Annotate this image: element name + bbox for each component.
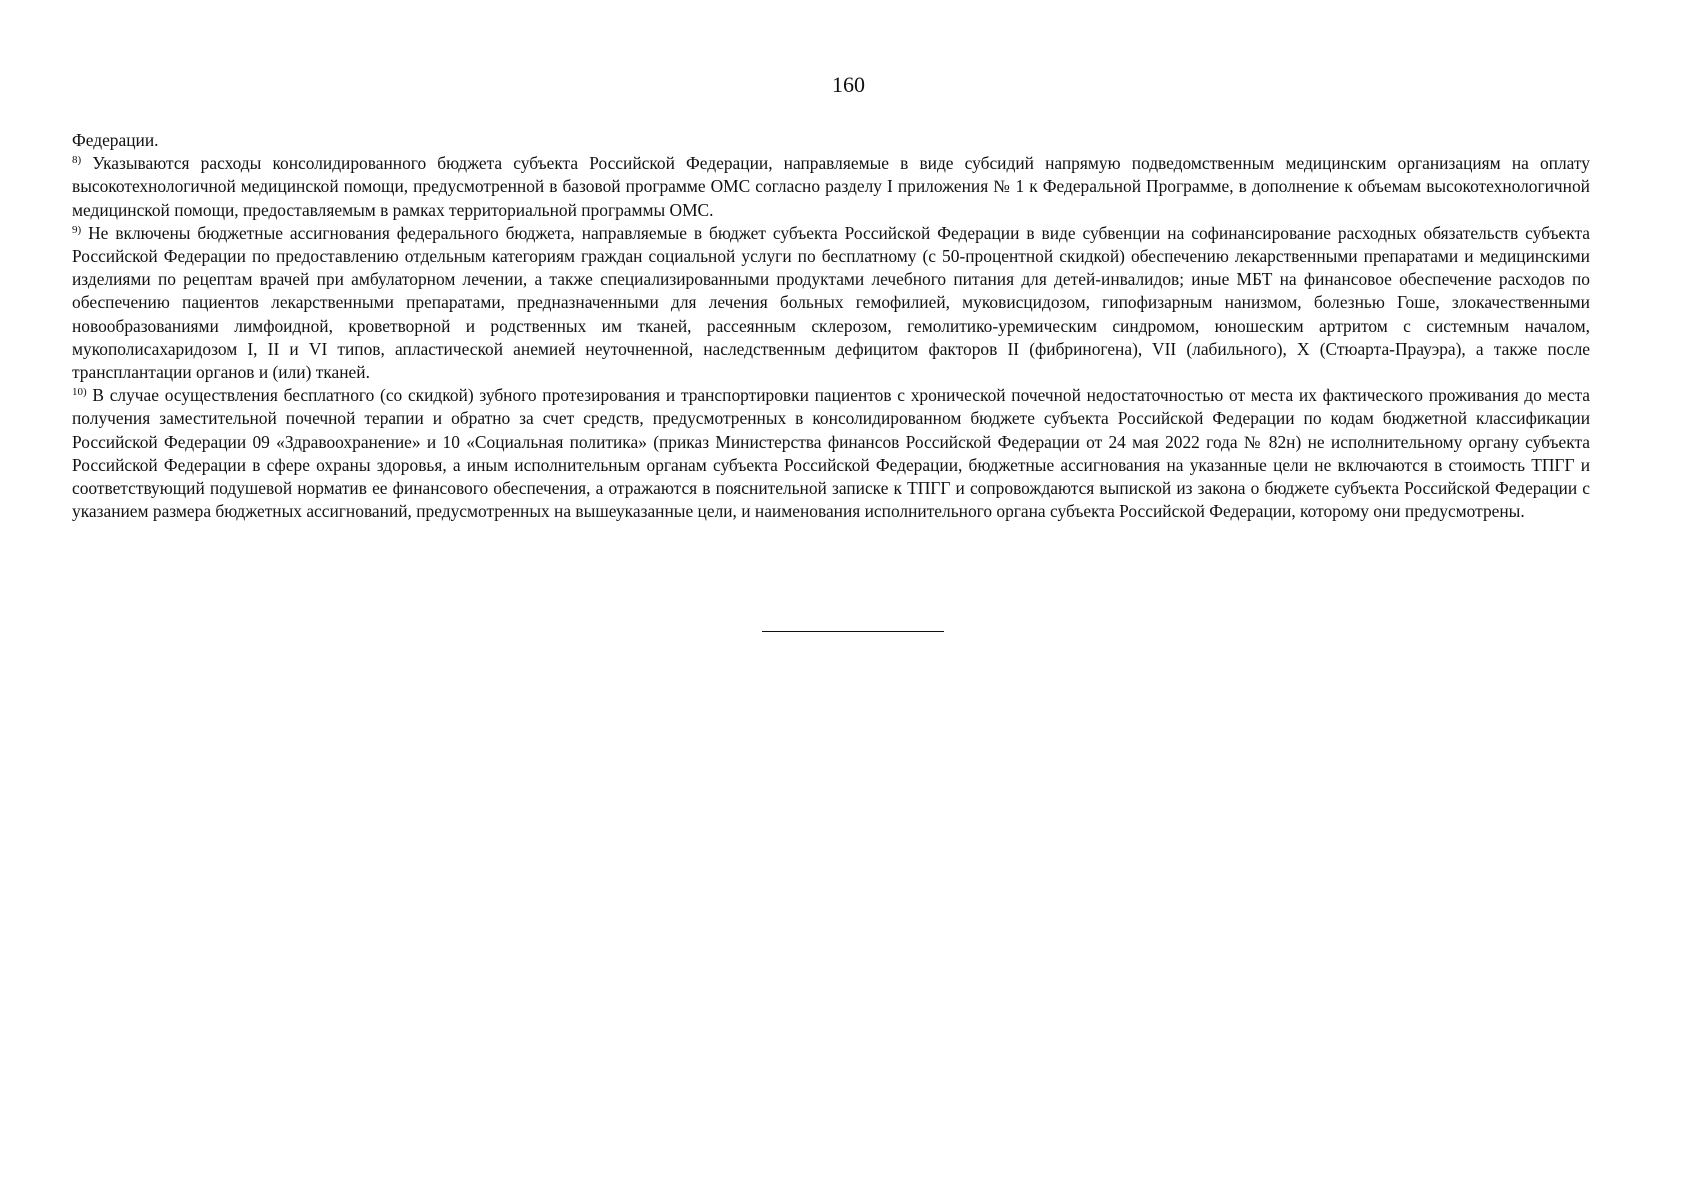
footnote-text: Не включены бюджетные ассигнования федерального бюджета, направляемые в бюджет субъекта Российской Федерации в виде субвенции на софинансирование расходных обязательств субъекта Российской Федерации по предоставлению отдельным категориям граждан социальной услуги по бесплатному (с 50-процентной скидкой) обеспечению лекарственными препаратами и медицинскими изделиями по рецептам врачей при амбулаторном лечении, а также специализированными продуктами лечебного питания для детей-инвалидов; иные МБТ на финансовое обеспечение расходов по обеспечению пациентов лекарственными препаратами, предназначенными для лечения больных гемофилией, муковисцидозом, гипофизарным нанизмом, болезнью Гоше, злокачественными новообразованиями лимфоидной, кроветворной и родственных им тканей, рассеянным склерозом, гемолитико-уремическим синдромом, юношеским артритом с системным началом, мукополисахаридозом I, II и VI типов, апластической анемией неуточненной, наследственным дефицитом факторов II (фибриногена), VII (лабильного), X (Стюарта-Прауэра), а также после трансплантации органов и (или) тканей. [72,222,1590,383]
continuation-text: Федерации. [72,130,159,150]
footnote-10 [72,384,1590,523]
footnote-marker: 8) [72,154,82,167]
footnotes-section [72,129,1590,523]
footnote-marker: 10) [72,386,87,399]
end-rule-divider [762,631,944,632]
footnote-8 [72,152,1590,222]
page-number: 160 [832,72,865,97]
footnote-marker: 9) [72,223,82,236]
footnote-9 [72,222,1590,384]
footnote-text: В случае осуществления бесплатного (со скидкой) зубного протезирования и транспортировки пациентов с хронической почечной недостаточностью от места их фактического проживания до места получения заместительной почечной терапии и обратно за счет средств, предусмотренных в консолидированном бюджете субъекта Российской Федерации по кодам бюджетной классификации Российской Федерации 09 «Здравоохранение» и 10 «Социальная политика» (приказ Министерства финансов Российской Федерации от 24 мая 2022 года № 82н) не исполнительному органу субъекта Российской Федерации в сфере охраны здоровья, а иным исполнительным органам субъекта Российской Федерации, бюджетные ассигнования на указанные цели не включаются в стоимость ТПГГ и соответствующий подушевой норматив ее финансового обеспечения, а отражаются в пояснительной записке к ТПГГ и сопровождаются выпиской из закона о бюджете субъекта Российской Федерации с указанием размера бюджетных ассигнований, предусмотренных на вышеуказанные цели, и наименования исполнительного органа субъекта Российской Федерации, которому они предусмотрены. [72,385,1590,522]
footnote-text: Указываются расходы консолидированного бюджета субъекта Российской Федерации, направляемые в виде субсидий напрямую подведомственным медицинским организациям на оплату высокотехнологичной медицинской помощи, предусмотренной в базовой программе ОМС согласно разделу I приложения № 1 к Федеральной Программе, в дополнение к объемам высокотехнологичной медицинской помощи, предоставляемым в рамках территориальной программы ОМС. [72,153,1590,220]
